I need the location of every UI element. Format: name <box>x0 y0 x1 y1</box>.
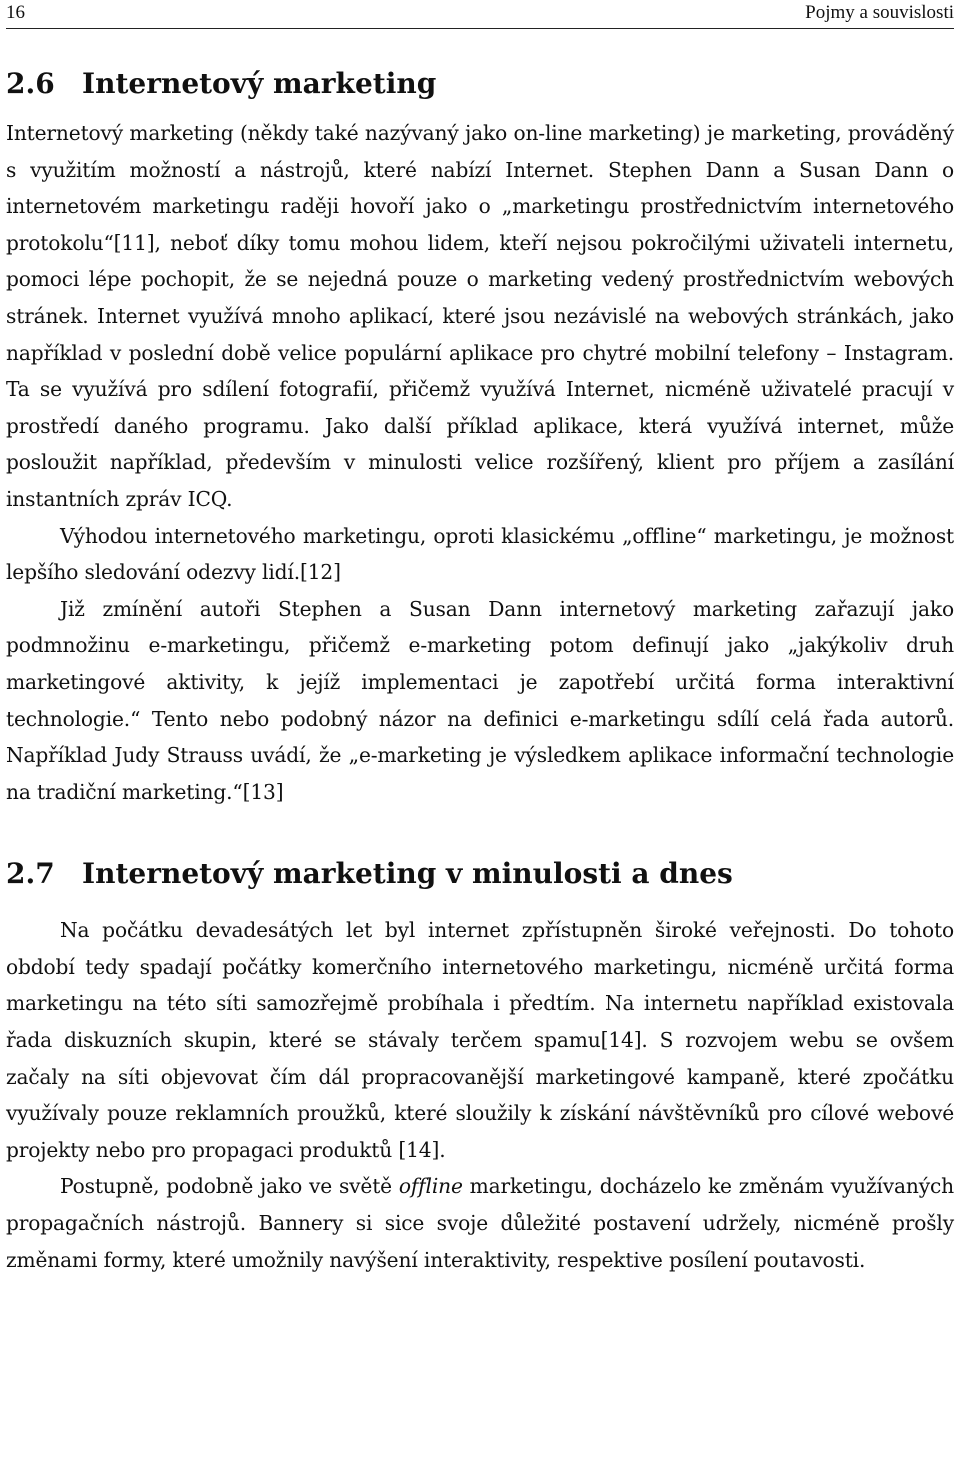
section-heading-2-7 <box>6 850 954 898</box>
section-title: Internetový marketing <box>82 67 437 100</box>
emphasis-text: offline <box>398 1174 463 1199</box>
paragraph: Již zmínění autoři Stephen a Susan Dann internetový marketing zařazují jako podmnožinu e-marketingu, přičemž e-marketing potom definují jako „jakýkoliv druh marketingové aktivity, k jejíž implementaci je zapotřebí určitá forma interaktivní technologie.“ Tento nebo podobný názor na definici e-marketingu sdílí celá řada autorů. Například Judy Strauss uvádí, že „e-marketing je výsledkem aplikace informační technologie na tradiční marketing.“[13] <box>6 596 954 804</box>
paragraph: Internetový marketing (někdy také nazývaný jako on-line marketing) je marketing, prováděný s využitím možností a nástrojů, které nabízí Internet. Stephen Dann a Susan Dann o internetovém marketingu raději hovoří jako o „marketingu prostřednictvím internetového protokolu“[11], neboť díky tomu mohou lidem, kteří nejsou pokročilými uživateli internetu, pomoci lépe pochopit, že se nejedná pouze o marketing vedený prostřednictvím webových stránek. Internet využívá mnoho aplikací, které jsou nezávislé na webových stránkách, jako například v poslední době velice populární aplikace pro chytré mobilní telefony – Instagram. Ta se využívá pro sdílení fotografií, přičemž využívá Internet, nicméně uživatelé pracují v prostředí daného programu. Jako další příklad aplikace, která využívá internet, může posloužit například, především v minulosti velice rozšířený, klient pro příjem a zasílání instantních zpráv ICQ. <box>6 121 954 511</box>
section-number: 2.7 <box>6 857 55 891</box>
paragraph-text: Postupně, podobně jako ve světě <box>60 1174 399 1199</box>
page-body <box>6 60 954 1278</box>
page-header <box>6 0 954 29</box>
running-title: Pojmy a souvislosti <box>805 2 954 23</box>
page-number: 16 <box>6 2 25 23</box>
section-heading-2-6 <box>6 60 954 108</box>
section-title: Internetový marketing v minulosti a dnes <box>82 857 733 891</box>
section-number: 2.6 <box>6 67 55 100</box>
paragraph: Na počátku devadesátých let byl internet zpřístupněn široké veřejnosti. Do tohoto období tedy spadají počátky komerčního internetového marketingu, nicméně určitá forma marketingu na této síti samozřejmě probíhala i předtím. Na internetu například existovala řada diskuzních skupin, které se stávaly terčem spamu[14]. S rozvojem webu se ovšem začaly na síti objevovat čím dál propracovanější marketingové kampaně, které zpočátku využívaly pouze reklamních proužků, které sloužily k získání návštěvníků pro cílové webové projekty nebo pro propagaci produktů [14]. <box>6 918 954 1162</box>
paragraph-text: marketingu, docházelo ke změnám využívaných propagačních nástrojů. Bannery si sice svoje důležité postavení udržely, nicméně prošly změnami formy, které umožnily navýšení interaktivity, respektive posílení poutavosti. <box>6 1174 954 1272</box>
paragraph: Výhodou internetového marketingu, oproti klasickému „offline“ marketingu, je možnost lepšího sledování odezvy lidí.[12] <box>6 523 954 585</box>
paragraph <box>6 1168 954 1278</box>
